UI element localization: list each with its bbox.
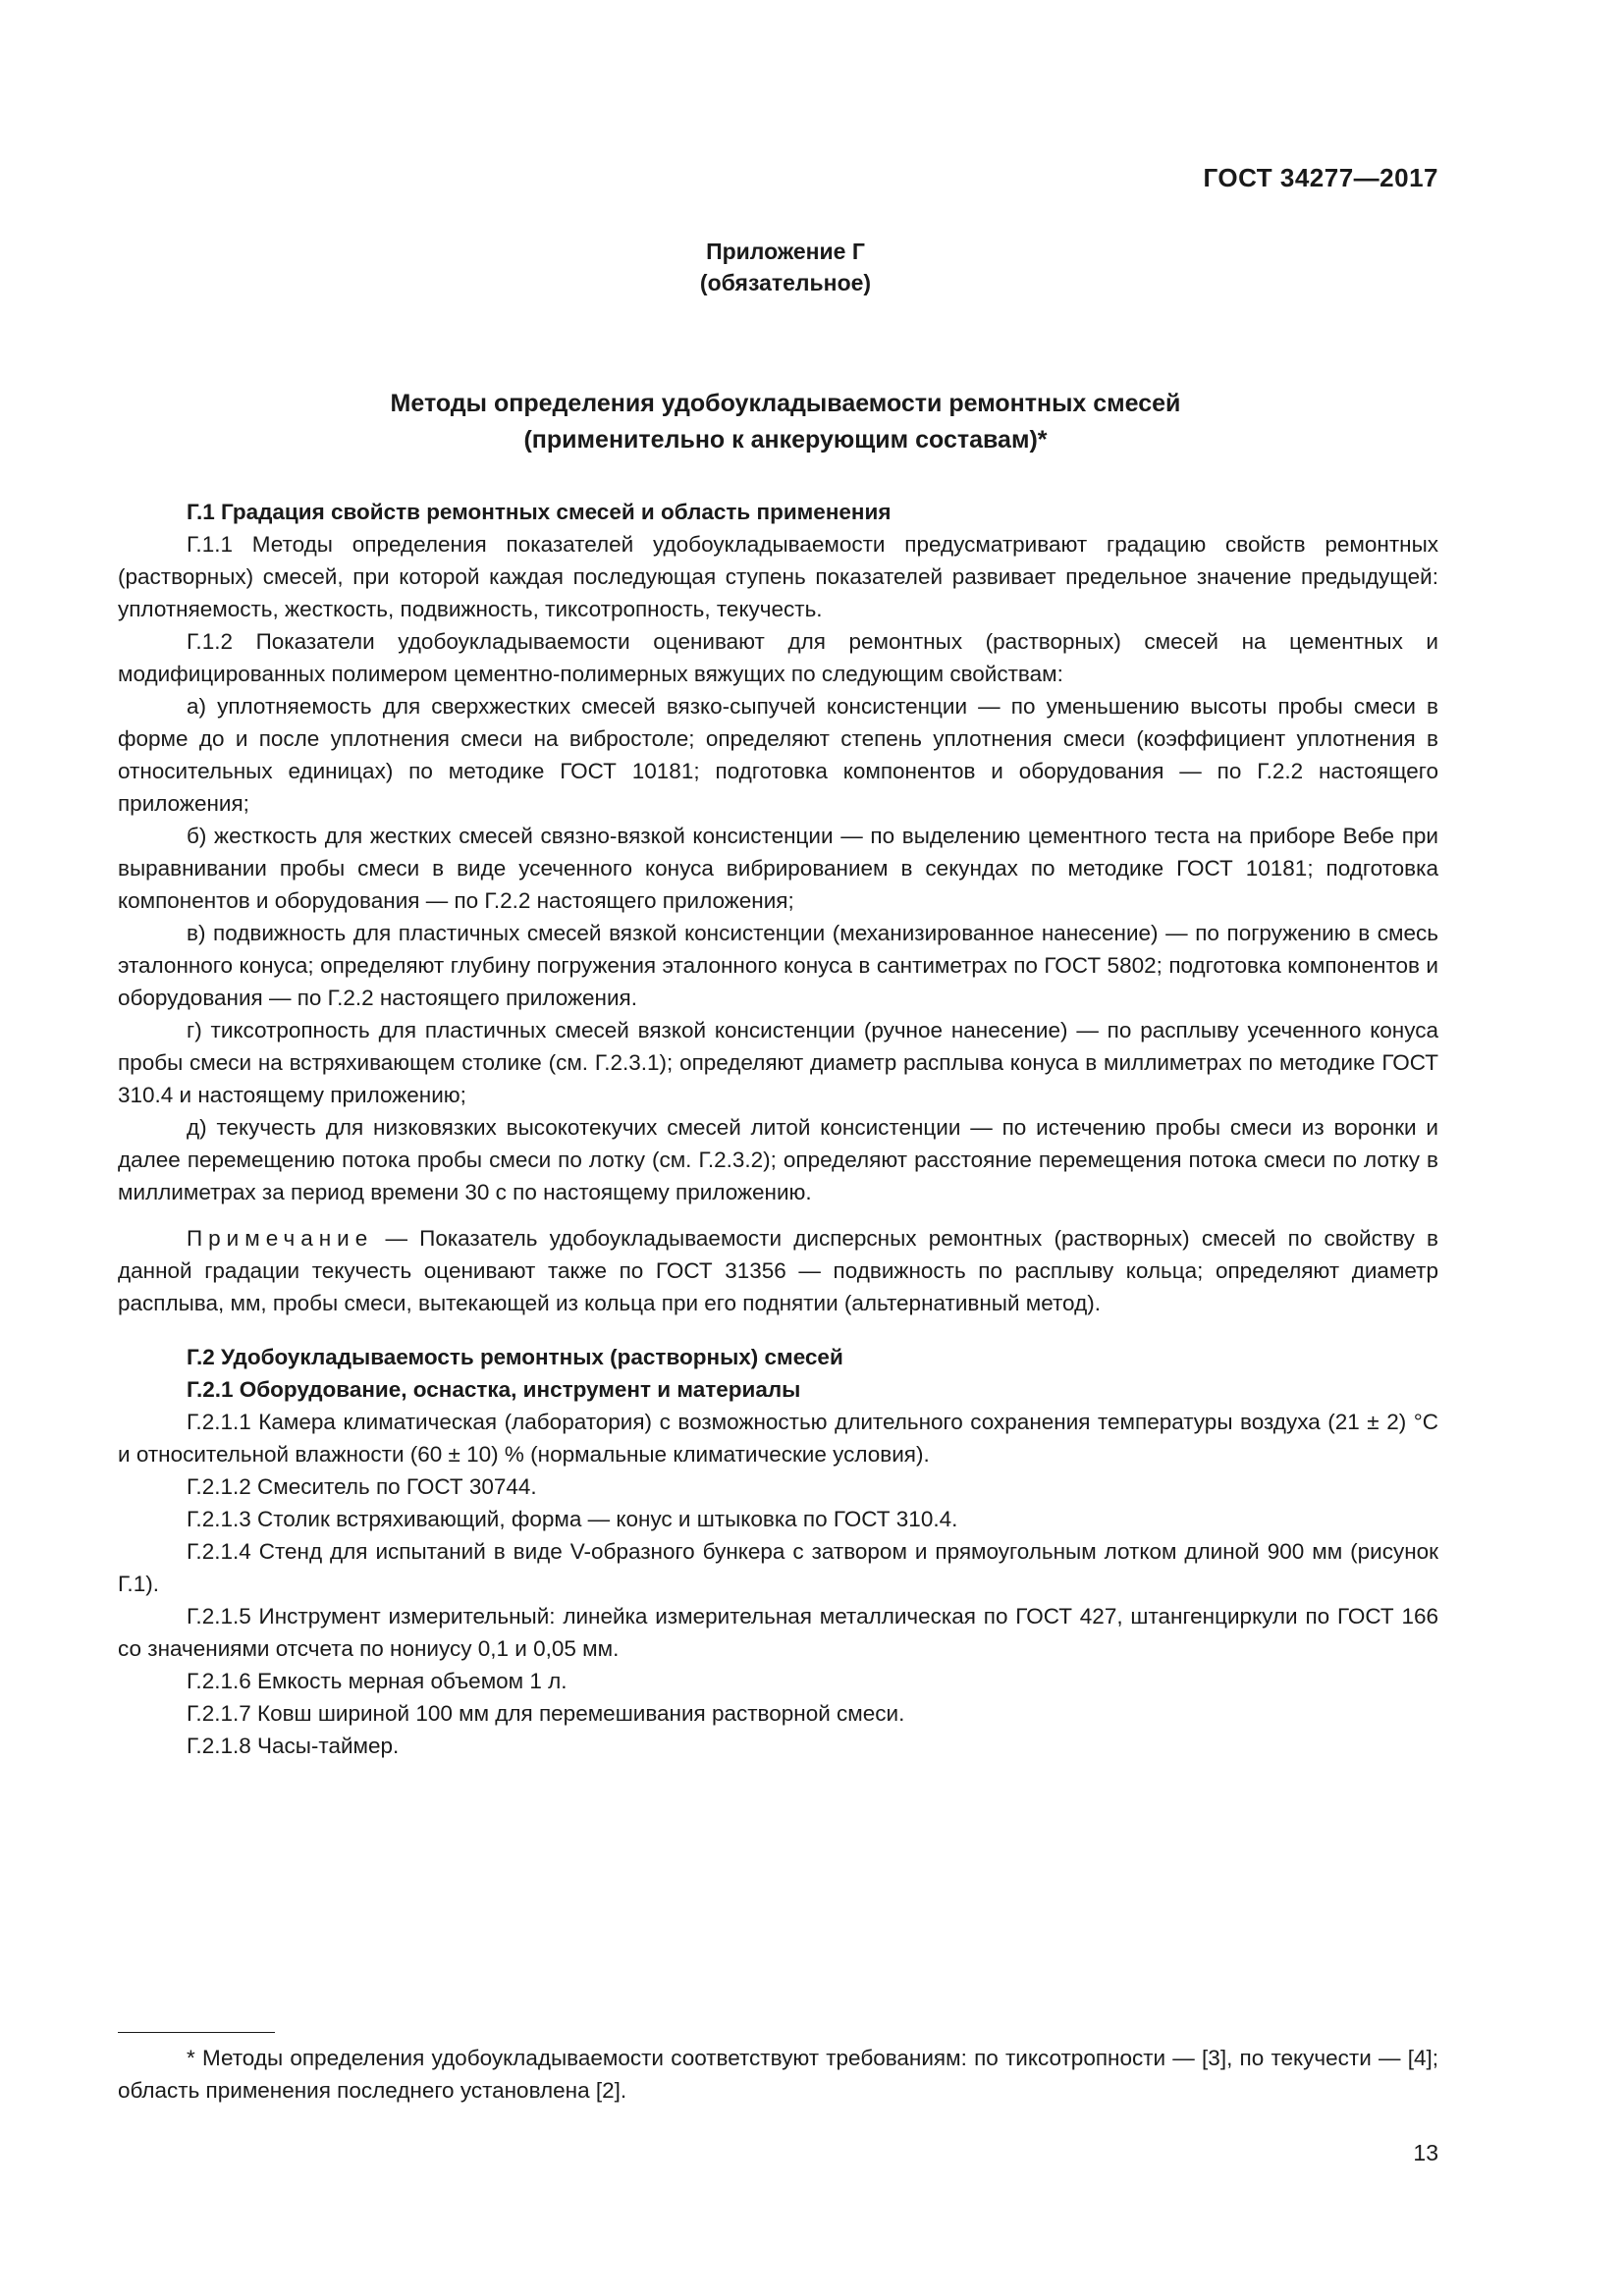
note-paragraph [118,1222,1438,1319]
list-item-g2-1-7: Г.2.1.7 Ковш шириной 100 мм для перемешивания растворной смеси. [187,1701,905,1726]
footnote-divider [118,2032,275,2033]
list-item-g2-1-2: Г.2.1.2 Смеситель по ГОСТ 30744. [187,1474,537,1499]
list-item-g2-1-3: Г.2.1.3 Столик встряхивающий, форма — конус и штыковка по ГОСТ 310.4. [187,1507,958,1531]
appendix-title-line-2: (применительно к анкерующим составам)* [523,426,1048,454]
list-item-a: а) уплотняемость для сверхжестких смесей вязко-сыпучей консистенции — по уменьшению высоты пробы смеси в форме до и после уплотнения смеси на вибростоле; определяют степень уплотнения смеси (коэффициент уплотнения в относительных единицах) по методике ГОСТ 10181; подготовка компонентов и оборудования — по Г.2.2 настоящего приложения; [118,694,1438,816]
list-item-v: в) подвижность для пластичных смесей вязкой консистенции (механизированное нанесение) — по погружению в смесь эталонного конуса; определяют глубину погружения эталонного конуса в сантиметрах по ГОСТ 5802; подготовка компонентов и оборудования — по Г.2.2 настоящего приложения. [118,921,1438,1010]
list-item-g2-1-4: Г.2.1.4 Стенд для испытаний в виде V-образного бункера с затвором и прямоугольным лотком длиной 900 мм (рисунок Г.1). [118,1539,1438,1596]
footnote: * Методы определения удобоукладываемости соответствуют требованиям: по тиксотропности — [3], по текучести — [4]; область применения последнего установлена [2]. [118,2046,1438,2103]
standard-designation: ГОСТ 34277—2017 [1203,163,1438,192]
section-heading-g2: Г.2 Удобоукладываемость ремонтных (растворных) смесей [187,1345,843,1369]
appendix-title-line-1: Методы определения удобоукладываемости ремонтных смесей [390,390,1181,417]
list-item-b: б) жесткость для жестких смесей связно-вязкой консистенции — по выделению цементного теста на приборе Вебе при выравнивании пробы смеси в виде усеченного конуса вибрированием в секундах по методике ГОСТ 10181; подготовка компонентов и оборудования — по Г.2.2 настоящего приложения; [118,824,1438,913]
note-text: — Показатель удобоукладываемости дисперсных ремонтных (растворных) смесей по свойству в данной градации текучесть оценивают также по ГОСТ 31356 — подвижность по расплыву кольца; определяют диаметр расплыва, мм, пробы смеси, вытекающей из кольца при его поднятии (альтернативный метод). [118,1226,1438,1315]
page-number: 13 [1413,2140,1438,2165]
list-item-d: д) текучесть для низковязких высокотекучих смесей литой консистенции — по истечению пробы смеси из воронки и далее перемещению потока пробы смеси по лотку (см. Г.2.3.2); определяют расстояние перемещения потока смеси по лотку в миллиметрах за период времени 30 с по настоящему приложению. [118,1115,1438,1204]
list-item-g2-1-8: Г.2.1.8 Часы-таймер. [187,1734,400,1758]
list-item-g2-1-1: Г.2.1.1 Камера климатическая (лаборатория) с возможностью длительного сохранения температуры воздуха (21 ± 2) °С и относительной влажности (60 ± 10) % (нормальные климатические условия). [118,1410,1438,1467]
note-label: Примечание [187,1226,374,1251]
section-heading-g1: Г.1 Градация свойств ремонтных смесей и область применения [187,500,892,524]
paragraph-g1-1: Г.1.1 Методы определения показателей удобоукладываемости предусматривают градацию свойств ремонтных (растворных) смесей, при которой каждая последующая ступень показателей развивает предельное значение предыдущей: уплотняемость, жесткость, подвижность, тиксотропность, текучесть. [118,532,1438,621]
appendix-title [0,386,1571,458]
paragraph-g1-2: Г.1.2 Показатели удобоукладываемости оценивают для ремонтных (растворных) смесей на цементных и модифицированных полимером цементно-полимерных вяжущих по следующим свойствам: [118,629,1438,686]
list-item-g: г) тиксотропность для пластичных смесей вязкой консистенции (ручное нанесение) — по расплыву усеченного конуса пробы смеси на встряхивающем столике (см. Г.2.3.1); определяют диаметр расплыва конуса в миллиметрах по методике ГОСТ 310.4 и настоящему приложению; [118,1018,1438,1107]
list-item-g2-1-6: Г.2.1.6 Емкость мерная объемом 1 л. [187,1669,568,1693]
list-item-g2-1-5: Г.2.1.5 Инструмент измерительный: линейка измерительная металлическая по ГОСТ 427, штангенциркули по ГОСТ 166 со значениями отсчета по нониусу 0,1 и 0,05 мм. [118,1604,1438,1661]
document-body [118,496,1438,1762]
subsection-heading-g2-1: Г.2.1 Оборудование, оснастка, инструмент и материалы [187,1377,801,1402]
appendix-label-block [0,236,1571,298]
appendix-label: Приложение Г [706,239,865,264]
appendix-status: (обязательное) [699,270,872,295]
